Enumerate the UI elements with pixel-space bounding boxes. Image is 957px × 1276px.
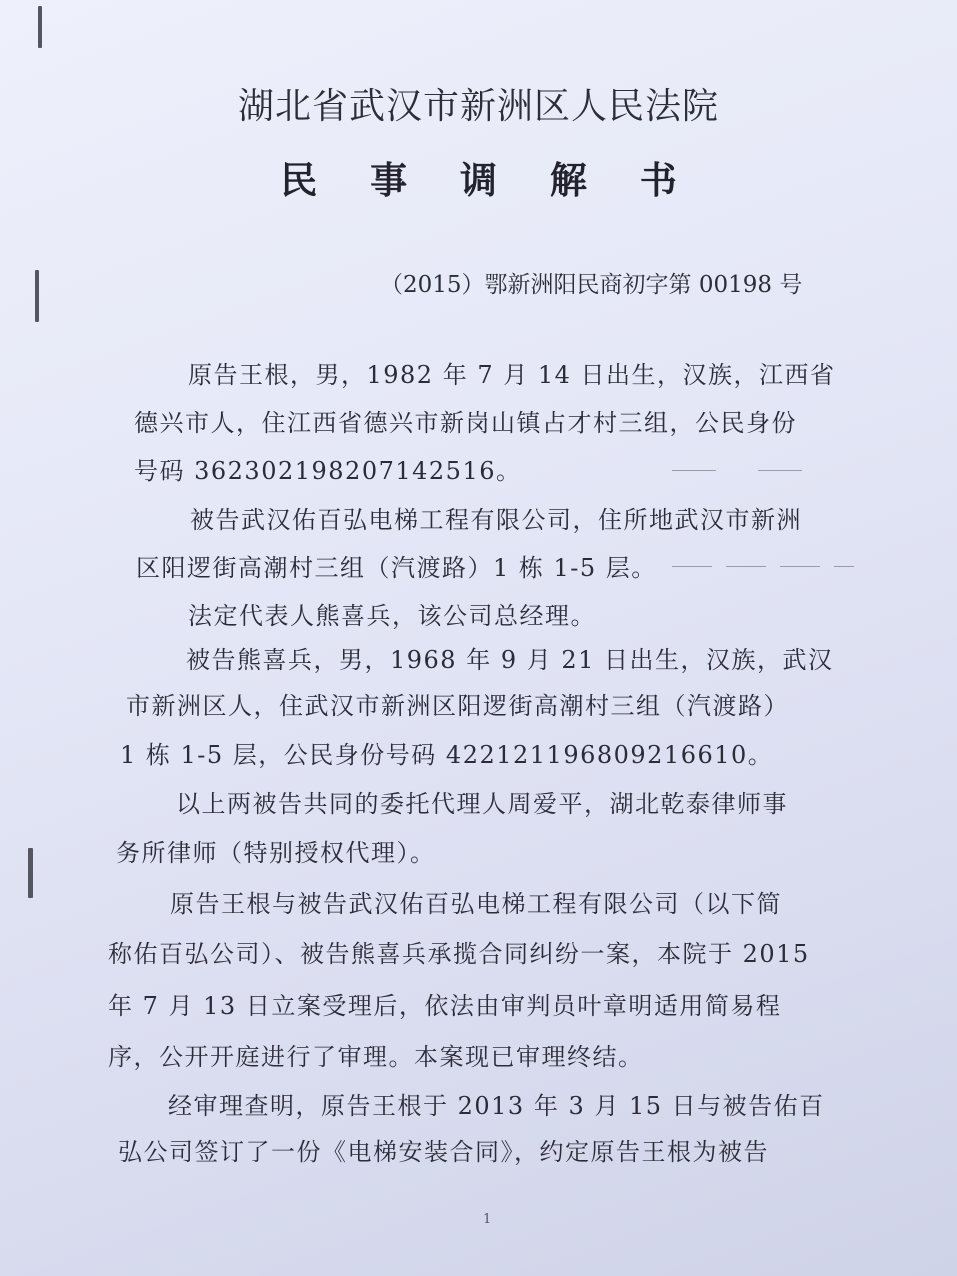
body-line: 务所律师（特别授权代理）。 (116, 839, 436, 867)
faint-rule (758, 470, 802, 471)
body-line: 弘公司签订了一份《电梯安装合同》，约定原告王根为被告 (118, 1138, 769, 1166)
body-line: 经审理查明，原告王根于 2013 年 3 月 15 日与被告佑百 (168, 1092, 825, 1120)
faint-rule (672, 566, 712, 567)
court-name: 湖北省武汉市新洲区人民法院 (237, 86, 719, 127)
body-line: 原告王根，男，1982 年 7 月 14 日出生，汉族，江西省 (188, 361, 836, 389)
faint-rule (672, 470, 716, 471)
faint-rule (726, 566, 766, 567)
body-line: 被告武汉佑百弘电梯工程有限公司，住所地武汉市新洲 (190, 506, 802, 534)
body-line: 市新洲区人，住武汉市新洲区阳逻街高潮村三组（汽渡路） (126, 692, 789, 720)
body-line: 年 7 月 13 日立案受理后，依法由审判员叶章明适用简易程 (108, 992, 782, 1020)
body-line: 德兴市人，住江西省德兴市新岗山镇占才村三组，公民身份 (134, 409, 797, 437)
document-type-title: 民 事 调 解 书 (280, 158, 697, 202)
body-line: 区阳逻街高潮村三组（汽渡路）1 栋 1-5 层。 (136, 554, 657, 582)
staple-mark-middle (35, 270, 39, 322)
body-line: 称佑百弘公司）、被告熊喜兵承揽合同纠纷一案，本院于 2015 (108, 940, 810, 968)
body-line: 号码 362302198207142516。 (134, 457, 522, 485)
case-number: （2015）鄂新洲阳民商初字第 00198 号 (380, 272, 803, 298)
body-line: 以上两被告共同的委托代理人周爱平，湖北乾泰律师事 (176, 790, 788, 818)
faint-rule (834, 566, 854, 567)
faint-rule (780, 566, 820, 567)
page-number: 1 (483, 1212, 492, 1227)
body-line: 被告熊喜兵，男，1968 年 9 月 21 日出生，汉族，武汉 (186, 646, 834, 674)
body-line: 原告王根与被告武汉佑百弘电梯工程有限公司（以下简 (170, 890, 782, 918)
staple-mark-bottom (28, 848, 33, 898)
body-line: 序，公开开庭进行了审理。本案现已审理终结。 (108, 1043, 644, 1071)
body-line: 法定代表人熊喜兵，该公司总经理。 (188, 602, 596, 630)
staple-mark-top (38, 6, 42, 48)
body-line: 1 栋 1-5 层，公民身份号码 422121196809216610。 (120, 741, 774, 769)
